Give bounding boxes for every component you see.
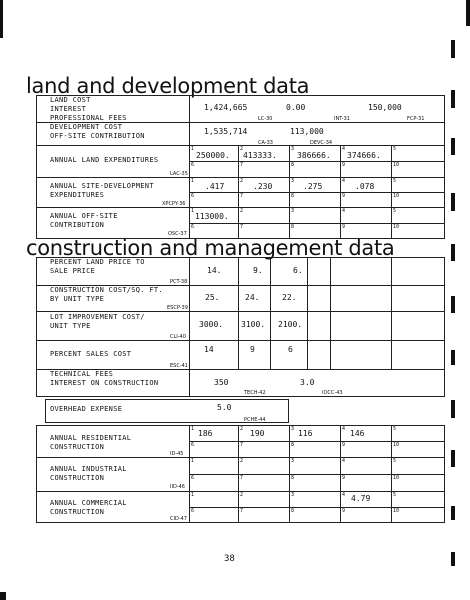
cell-index-number: 3 (291, 458, 295, 464)
annual-commercial-cell-4: 4.79 (351, 494, 371, 503)
cell-index-number: 8 (291, 475, 295, 481)
cell-index-number: 7 (240, 475, 244, 481)
cell-index-number: 10 (393, 475, 400, 481)
code-cid-47: CID-47 (170, 516, 187, 522)
table-rule (189, 95, 190, 239)
code-lac-35: LAC-35 (170, 171, 188, 177)
pct-land-cell-3: 6. (293, 266, 303, 275)
cell-index-number: 9 (342, 475, 346, 481)
annual-land-cell-3: 386666. (297, 151, 331, 160)
binder-hole-mark (451, 350, 455, 365)
cell-index-number: 6 (191, 508, 195, 514)
cell-index-number: 8 (291, 224, 295, 230)
cell-index-number: 2 (240, 208, 244, 214)
annual-site-label: ANNUAL SITE-DEVELOPMENT EXPENDITURES (50, 182, 154, 199)
cell-index-number: 4 (342, 426, 346, 432)
code-devc-34: DEVC-34 (310, 140, 333, 146)
code-pche-44: PCHE-44 (244, 417, 266, 423)
cell-index-number: 4 (342, 208, 346, 214)
cell-index-number: 4 (342, 178, 346, 184)
pct-land-cell-2: 9. (253, 266, 263, 275)
code-xpcpy-36: XPCPY-36 (162, 201, 186, 207)
annual-residential-cell-1: 186 (198, 429, 213, 438)
annual-site-cell-4: .078 (355, 182, 375, 191)
cell-index-number: 3 (291, 178, 295, 184)
binder-hole-mark (451, 552, 455, 566)
code-fcp-31: FCP-31 (407, 116, 425, 122)
cell-index-number: 4 (342, 492, 346, 498)
code-escp-39: ESCP-39 (167, 305, 188, 311)
development-cost-value: 1,535,714 (204, 127, 248, 136)
annual-industrial-label: ANNUAL INDUSTRIAL CONSTRUCTION (50, 465, 127, 482)
cell-index-number: 8 (291, 193, 295, 199)
table-rule (189, 507, 445, 508)
cell-index-number: 8 (291, 508, 295, 514)
table-rule (189, 161, 445, 162)
table-rule (189, 257, 190, 369)
tech-fees-label: TECHNICAL FEES INTEREST ON CONSTRUCTION (50, 370, 159, 387)
cell-index-number: 4 (342, 146, 346, 152)
cell-index-number: 5 (393, 426, 397, 432)
table-rule (391, 257, 392, 369)
annual-residential-cell-4: 146 (350, 429, 365, 438)
cell-index-number: 3 (291, 208, 295, 214)
lot-improvement-label: LOT IMPROVEMENT COST/ UNIT TYPE (50, 313, 145, 330)
cell-index-number: 6 (191, 224, 195, 230)
cell-index-number: 2 (240, 426, 244, 432)
cell-index-number: 7 (240, 224, 244, 230)
cell-index-number: 10 (393, 224, 400, 230)
table-rule (36, 311, 445, 312)
binder-hole-mark (451, 400, 455, 418)
binder-hole-mark (451, 244, 455, 261)
scan-edge-mark (0, 592, 6, 600)
lot-improvement-cell-2: 3100. (241, 320, 266, 329)
scan-edge-mark (0, 0, 3, 38)
table-rule (307, 257, 308, 369)
land-development-heading: land and development data (26, 74, 310, 98)
cell-index-number: 8 (291, 442, 295, 448)
annual-land-cell-2: 413333. (243, 151, 277, 160)
cell-index-number: 5 (393, 146, 397, 152)
binder-hole-mark (451, 90, 455, 108)
table-rule (189, 192, 445, 193)
annual-site-cell-2: .230 (253, 182, 273, 191)
cell-index-number: 1 (191, 146, 195, 152)
cell-index-number: 7 (240, 508, 244, 514)
cell-index-number: 5 (393, 458, 397, 464)
table-rule (36, 340, 445, 341)
table-rule (189, 441, 445, 442)
table-rule (189, 474, 445, 475)
cell-index-number: 10 (393, 193, 400, 199)
annual-residential-label: ANNUAL RESIDENTIAL CONSTRUCTION (50, 434, 132, 451)
construction-management-heading: construction and management data (26, 236, 395, 260)
page-number: 38 (224, 554, 235, 564)
annual-land-cell-1: 250000. (196, 151, 230, 160)
code-int-31: INT-31 (334, 116, 350, 122)
interest-value: 0.00 (286, 103, 306, 112)
annual-residential-cell-2: 190 (250, 429, 265, 438)
pct-land-cell-1: 14. (207, 266, 222, 275)
code-iid-46: IID-46 (170, 484, 185, 490)
cell-index-number: 6 (191, 442, 195, 448)
cell-index-number: 9 (342, 442, 346, 448)
cell-index-number: 7 (240, 193, 244, 199)
cell-index-number: 3 (291, 426, 295, 432)
table-rule (330, 257, 331, 369)
cell-index-number: 7 (240, 442, 244, 448)
lot-improvement-cell-3: 2100. (278, 320, 303, 329)
cell-index-number: 2 (240, 458, 244, 464)
cell-index-number: 9 (342, 193, 346, 199)
cell-index-number: 1 (191, 458, 195, 464)
binder-hole-mark (451, 450, 455, 467)
pct-sales-cell-2: 9 (250, 345, 255, 354)
cell-index-number: 5 (393, 178, 397, 184)
table-rule (289, 425, 290, 523)
cell-index-number: 9 (342, 224, 346, 230)
overhead-value: 5.0 (217, 403, 232, 412)
annual-offsite-label: ANNUAL OFF-SITE CONTRIBUTION (50, 212, 118, 229)
table-rule (189, 369, 190, 397)
interest-construction-value: 3.0 (300, 378, 315, 387)
table-rule (238, 425, 239, 523)
binder-hole-mark (451, 193, 455, 211)
cell-index-number: 6 (191, 193, 195, 199)
table-rule (340, 425, 341, 523)
cell-index-number: 4 (342, 458, 346, 464)
table-rule (238, 257, 239, 369)
cell-index-number: 10 (393, 442, 400, 448)
cell-index-number: 9 (342, 508, 346, 514)
cell-index-number: 5 (393, 492, 397, 498)
cell-index-number: 6 (191, 475, 195, 481)
code-lc-30: LC-30 (258, 116, 273, 122)
cell-index-number: 3 (291, 492, 295, 498)
cell-index-number: 8 (291, 162, 295, 168)
annual-commercial-label: ANNUAL COMMERCIAL CONSTRUCTION (50, 499, 127, 516)
cell-index-number: 2 (240, 178, 244, 184)
land-cost-value: 1,424,665 (204, 103, 248, 112)
pct-sales-cell-3: 6 (288, 345, 293, 354)
cell-index-number: 1 (191, 208, 195, 214)
off-site-contribution-value: 113,000 (290, 127, 324, 136)
cell-index-number: 1 (191, 426, 195, 432)
code-esc-41: ESC-41 (170, 363, 188, 369)
construction-cost-label: CONSTRUCTION COST/SQ. FT. BY UNIT TYPE (50, 286, 163, 303)
code-iocc-43: IOCC-43 (322, 390, 343, 396)
cell-index-number: 9 (342, 162, 346, 168)
code-ca-33: CA-33 (258, 140, 273, 146)
cell-index-number: 7 (240, 162, 244, 168)
cell-index-number: 3 (291, 146, 295, 152)
annual-site-cell-3: .275 (303, 182, 323, 191)
overhead-label: OVERHEAD EXPENSE (50, 405, 123, 413)
cell-index-number: 6 (191, 162, 195, 168)
professional-fees-value: 150,000 (368, 103, 402, 112)
cell-index-number: 10 (393, 508, 400, 514)
annual-residential-cell-3: 116 (298, 429, 313, 438)
scan-edge-mark (466, 0, 470, 26)
annual-site-cell-1: .417 (205, 182, 225, 191)
tech-fees-value: 350 (214, 378, 229, 387)
table-rule (189, 425, 190, 523)
pct-sales-label: PERCENT SALES COST (50, 350, 132, 358)
code-cli-40: CLI-40 (170, 334, 186, 340)
binder-hole-mark (451, 506, 455, 520)
annual-offsite-cell-1: 113000. (195, 212, 229, 221)
code-pct-38: PCT-38 (170, 279, 188, 285)
development-cost-label: DEVELOPMENT COST OFF-SITE CONTRIBUTION (50, 123, 145, 140)
annual-land-cell-4: 374666. (347, 151, 381, 160)
annual-land-label: ANNUAL LAND EXPENDITURES (50, 156, 159, 164)
cell-index-number: 2 (240, 146, 244, 152)
binder-hole-mark (451, 138, 455, 155)
code-osc-37: OSC-37 (168, 231, 187, 237)
land-cost-label: LAND COST INTEREST PROFESSIONAL FEES (50, 96, 127, 122)
pct-sales-cell-1: 14 (204, 345, 214, 354)
table-rule (270, 257, 271, 369)
table-rule (391, 425, 392, 523)
binder-hole-mark (451, 296, 455, 313)
cell-index-number: 10 (393, 162, 400, 168)
code-id-45: ID-45 (170, 451, 184, 457)
construction-cost-cell-3: 22. (282, 293, 297, 302)
construction-cost-cell-2: 24. (245, 293, 260, 302)
pct-land-label: PERCENT LAND PRICE TO SALE PRICE (50, 258, 145, 275)
code-tech-42: TECH-42 (244, 390, 266, 396)
construction-cost-cell-1: 25. (205, 293, 220, 302)
cell-index-number: 2 (240, 492, 244, 498)
cell-index-number: 1 (191, 178, 195, 184)
cell-index-number: 5 (393, 208, 397, 214)
cell-index-number: 1 (191, 492, 195, 498)
binder-hole-mark (451, 40, 455, 58)
lot-improvement-cell-1: 3000. (199, 320, 224, 329)
table-rule (189, 223, 445, 224)
